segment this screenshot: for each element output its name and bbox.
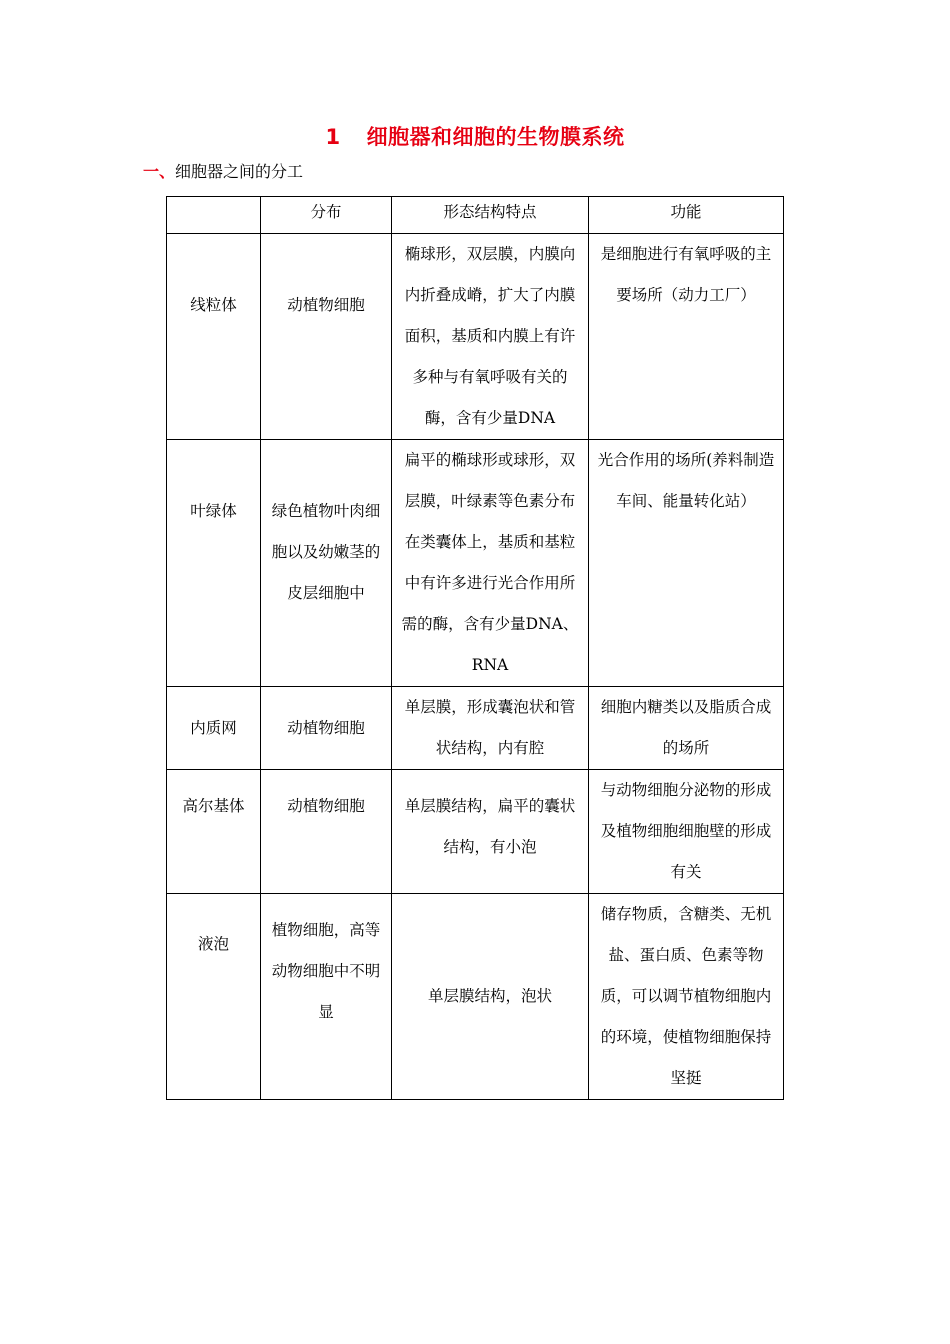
structure-cell: 单层膜结构，泡状 [392, 894, 589, 1100]
header-cell-distribution: 分布 [261, 197, 392, 234]
function-cell: 光合作用的场所(养料制造车间、能量转化站） [589, 440, 784, 687]
organelle-name-cell: 高尔基体 [167, 770, 261, 894]
distribution-cell: 绿色植物叶肉细胞以及幼嫩茎的皮层细胞中 [261, 440, 392, 687]
title-text: 细胞器和细胞的生物膜系统 [366, 125, 625, 149]
title-number: 1 [325, 125, 341, 149]
header-cell-structure: 形态结构特点 [392, 197, 589, 234]
table-row [167, 770, 784, 894]
table-row [167, 440, 784, 687]
distribution-cell: 植物细胞，高等动物细胞中不明显 [261, 894, 392, 1100]
structure-cell: 单层膜，形成囊泡状和管状结构，内有腔 [392, 687, 589, 770]
section-mark: 一、 [143, 162, 176, 181]
table-row [167, 687, 784, 770]
table-header-row [167, 197, 784, 234]
organelle-name-cell: 内质网 [167, 687, 261, 770]
table-row [167, 234, 784, 440]
organelle-name-cell: 叶绿体 [167, 440, 261, 687]
section-heading [143, 161, 303, 183]
header-cell-empty [167, 197, 261, 234]
structure-cell: 扁平的椭球形或球形，双层膜，叶绿素等色素分布在类囊体上，基质和基粒中有许多进行光合作用所需的酶，含有少量DNA、RNA [392, 440, 589, 687]
distribution-cell: 动植物细胞 [261, 234, 392, 440]
organelle-table [166, 196, 784, 1100]
organelle-name-cell: 液泡 [167, 894, 261, 1100]
distribution-cell: 动植物细胞 [261, 770, 392, 894]
page-title [0, 121, 950, 151]
structure-cell: 单层膜结构，扁平的囊状结构，有小泡 [392, 770, 589, 894]
distribution-cell: 动植物细胞 [261, 687, 392, 770]
structure-cell: 椭球形，双层膜，内膜向内折叠成嵴，扩大了内膜面积，基质和内膜上有许多种与有氧呼吸有关的酶，含有少量DNA [392, 234, 589, 440]
function-cell: 储存物质，含糖类、无机盐、蛋白质、色素等物质，可以调节植物细胞内的环境，使植物细胞保持坚挺 [589, 894, 784, 1100]
header-cell-function: 功能 [589, 197, 784, 234]
function-cell: 是细胞进行有氧呼吸的主要场所（动力工厂） [589, 234, 784, 440]
table-row [167, 894, 784, 1100]
function-cell: 与动物细胞分泌物的形成及植物细胞细胞壁的形成有关 [589, 770, 784, 894]
section-text: 细胞器之间的分工 [175, 162, 304, 181]
function-cell: 细胞内糖类以及脂质合成的场所 [589, 687, 784, 770]
organelle-name-cell: 线粒体 [167, 234, 261, 440]
